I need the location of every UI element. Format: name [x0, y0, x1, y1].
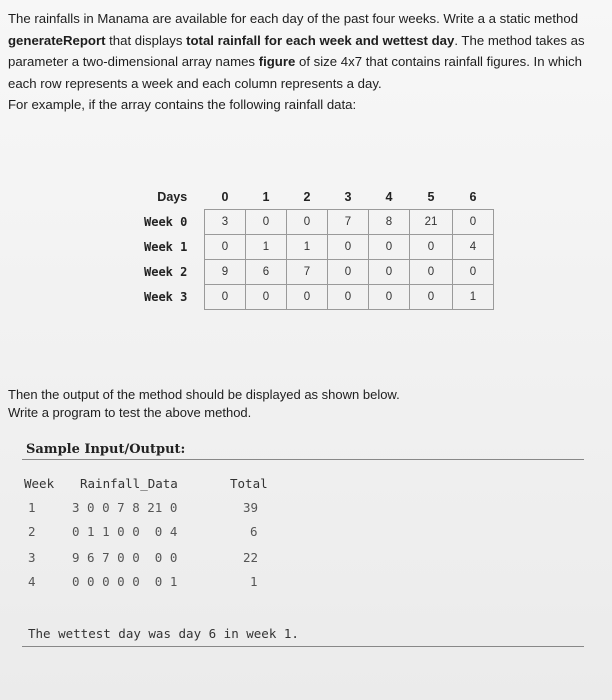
middle-line-1: Then the output of the method should be displayed as shown below. [8, 387, 400, 402]
rainfall-table [140, 185, 494, 310]
sample-total: 39 [243, 500, 259, 515]
intro-line-4 [8, 73, 604, 95]
rain-cell: 4 [453, 235, 494, 260]
wettest-day-output: The wettest day was day 6 in week 1. [28, 626, 299, 641]
sample-divider-top [22, 459, 584, 460]
day-header: 1 [262, 190, 270, 204]
rain-cell: 0 [410, 235, 453, 260]
day-header: 6 [469, 190, 477, 204]
rain-cell: 0 [287, 285, 328, 310]
rain-cell: 21 [410, 210, 453, 235]
table-header-row [140, 185, 494, 210]
rain-cell: 6 [246, 260, 287, 285]
sample-week: 4 [28, 574, 36, 589]
rain-cell: 7 [328, 210, 369, 235]
intro-line-1 [8, 8, 604, 30]
intro-line-3-b: of size 4x7 that contains rainfall figures. In which [295, 54, 582, 69]
intro-line-2 [8, 30, 604, 52]
week-label: Week 1 [144, 240, 188, 254]
rain-cell: 0 [246, 210, 287, 235]
sample-week: 2 [28, 524, 36, 539]
rain-cell: 7 [287, 260, 328, 285]
sample-week: 1 [28, 500, 36, 515]
sample-total: 1 [250, 574, 258, 589]
intro-line-3 [8, 51, 604, 73]
col-week-header: Week [24, 476, 55, 491]
sample-data: 0 1 1 0 0 0 4 [72, 524, 178, 539]
intro-line-3-a: parameter a two-dimensional array names [8, 54, 259, 69]
rain-cell: 0 [453, 210, 494, 235]
intro-line-1-text: The rainfalls in Manama are available for each day of the past four weeks. Write a a static method [8, 11, 579, 26]
rain-cell: 0 [287, 210, 328, 235]
sample-divider-bottom [22, 646, 584, 647]
sample-data: 9 6 7 0 0 0 0 [72, 550, 178, 565]
rain-cell: 9 [205, 260, 246, 285]
day-header: 5 [427, 190, 435, 204]
intro-line-5-text: For example, if the array contains the following rainfall data: [8, 97, 357, 112]
day-header: 0 [221, 190, 229, 204]
table-row [140, 210, 494, 235]
rain-cell: 0 [453, 260, 494, 285]
sample-data: 3 0 0 7 8 21 0 [72, 500, 178, 515]
rain-cell: 0 [328, 260, 369, 285]
days-header: Days [157, 190, 188, 205]
intro-line-2-end: . The method takes as [454, 32, 585, 48]
middle-line-2: Write a program to test the above method. [8, 405, 252, 420]
intro-line-4-text: each row represents a week and each column represents a day. [8, 75, 382, 91]
rain-cell: 0 [328, 285, 369, 310]
array-name: figure [258, 54, 296, 69]
col-total-header: Total [230, 476, 268, 491]
rain-cell: 1 [287, 235, 328, 260]
intro-line-5 [8, 94, 604, 116]
output-description [8, 386, 568, 422]
week-label: Week 2 [144, 265, 188, 279]
week-label: Week 0 [144, 215, 188, 229]
rain-cell: 0 [246, 285, 287, 310]
table-row [140, 235, 494, 260]
method-name: generateReport [8, 32, 106, 48]
rain-cell: 0 [205, 285, 246, 310]
rain-cell: 3 [205, 210, 246, 235]
requirement-bold: total rainfall for each week and wettest day [186, 32, 455, 48]
intro-line-2-mid: that displays [105, 32, 187, 48]
table-row [140, 285, 494, 310]
sample-title: Sample Input/Output: [26, 442, 186, 457]
day-header: 3 [344, 190, 352, 204]
sample-total: 6 [250, 524, 258, 539]
rain-cell: 1 [246, 235, 287, 260]
rain-cell: 0 [328, 235, 369, 260]
rain-cell: 0 [205, 235, 246, 260]
sample-total: 22 [243, 550, 259, 565]
rain-cell: 1 [453, 285, 494, 310]
day-header: 2 [303, 190, 311, 204]
sample-data: 0 0 0 0 0 0 1 [72, 574, 178, 589]
rain-cell: 8 [369, 210, 410, 235]
week-label: Week 3 [144, 290, 188, 304]
col-data-header: Rainfall_Data [80, 476, 178, 491]
day-header: 4 [385, 190, 393, 204]
rain-cell: 0 [369, 260, 410, 285]
table-row [140, 260, 494, 285]
rain-cell: 0 [369, 235, 410, 260]
rain-cell: 0 [410, 285, 453, 310]
sample-week: 3 [28, 550, 36, 565]
rain-cell: 0 [369, 285, 410, 310]
rain-cell: 0 [410, 260, 453, 285]
problem-statement [8, 8, 604, 116]
